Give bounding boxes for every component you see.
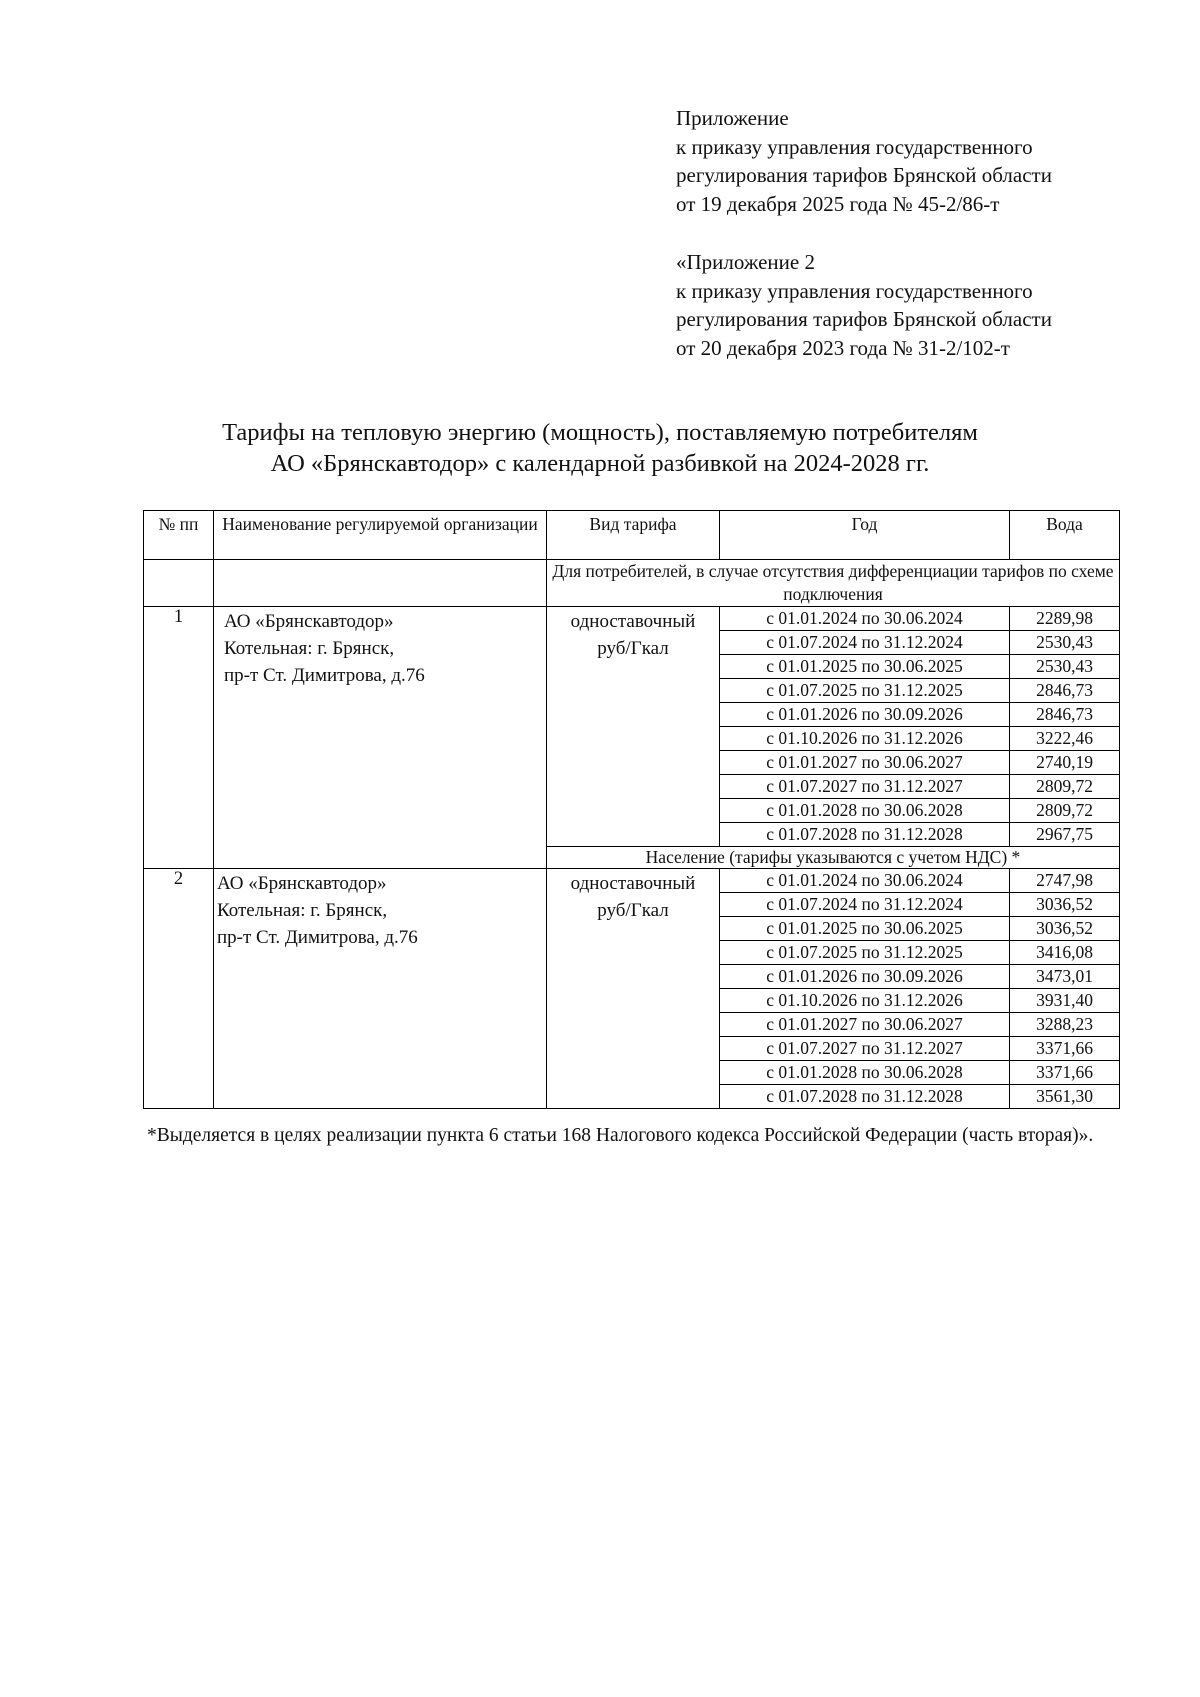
appendix-line: регулирования тарифов Брянской области [676, 163, 1052, 187]
org-line: АО «Брянскавтодор» [224, 611, 394, 632]
tariff-type-line: одноставочный [570, 611, 696, 632]
value-cell: 2846,73 [1010, 703, 1120, 727]
value-cell: 2967,75 [1010, 823, 1120, 847]
value-cell: 3036,52 [1010, 917, 1120, 941]
value-cell: 3931,40 [1010, 989, 1120, 1013]
period-cell: с 01.01.2028 по 30.06.2028 [720, 799, 1010, 823]
value-cell: 2747,98 [1010, 869, 1120, 893]
value-cell: 3371,66 [1010, 1061, 1120, 1085]
appendix-line: к приказу управления государственного [676, 134, 1033, 159]
value-cell: 3473,01 [1010, 965, 1120, 989]
org-line: Котельная: г. Брянск, [217, 900, 388, 921]
value-cell: 3222,46 [1010, 727, 1120, 751]
period-cell: с 01.01.2027 по 30.06.2027 [720, 751, 1010, 775]
table-row [144, 869, 1120, 893]
value-cell: 2289,98 [1010, 607, 1120, 631]
appendix-line: Приложение [676, 106, 789, 130]
footnote [147, 1122, 1115, 1149]
value-cell: 2846,73 [1010, 679, 1120, 703]
row-number: 2 [144, 869, 214, 1109]
note-population: Население (тарифы указываются с учетом НДС) * [547, 847, 1120, 869]
table-row [144, 607, 1120, 631]
title-line-2: АО «Брянскавтодор» с календарной разбивкой на 2024-2028 гг. [270, 450, 930, 477]
org-line: пр-т Ст. Димитрова, д.76 [217, 927, 418, 948]
period-cell: с 01.07.2025 по 31.12.2025 [720, 941, 1010, 965]
title-line-1: Тарифы на тепловую энергию (мощность), поставляемую потребителям [222, 419, 978, 446]
appendix-line: от 19 декабря 2025 года № 45-2/86-т [676, 191, 1000, 216]
value-cell: 3561,30 [1010, 1085, 1120, 1109]
period-cell: с 01.10.2026 по 31.12.2026 [720, 727, 1010, 751]
period-cell: с 01.07.2028 по 31.12.2028 [720, 1085, 1010, 1109]
tariffs-table [143, 510, 1120, 1109]
period-cell: с 01.10.2026 по 31.12.2026 [720, 989, 1010, 1013]
tariff-type [547, 607, 720, 847]
empty-cell [144, 560, 214, 607]
header-year: Год [720, 511, 1010, 560]
value-cell: 2740,19 [1010, 751, 1120, 775]
header-water: Вода [1010, 511, 1120, 560]
tariff-type [547, 869, 720, 1109]
value-cell: 2809,72 [1010, 799, 1120, 823]
org-name [214, 869, 547, 1109]
period-cell: с 01.07.2027 по 31.12.2027 [720, 775, 1010, 799]
appendix-prev-line: «Приложение 2 [676, 250, 815, 274]
period-cell: с 01.01.2025 по 30.06.2025 [720, 655, 1010, 679]
header-org: Наименование регулируемой организации [214, 511, 547, 560]
value-cell: 3371,66 [1010, 1037, 1120, 1061]
org-name [214, 607, 547, 869]
period-cell: с 01.07.2028 по 31.12.2028 [720, 823, 1010, 847]
value-cell: 2530,43 [1010, 655, 1120, 679]
value-cell: 2809,72 [1010, 775, 1120, 799]
org-line: АО «Брянскавтодор» [217, 873, 387, 894]
header-num: № пп [144, 511, 214, 560]
row-number: 1 [144, 607, 214, 869]
value-cell: 3036,52 [1010, 893, 1120, 917]
appendix-prev-block [676, 248, 1052, 362]
period-cell: с 01.01.2026 по 30.09.2026 [720, 703, 1010, 727]
appendix-block [676, 104, 1052, 218]
period-cell: с 01.07.2027 по 31.12.2027 [720, 1037, 1010, 1061]
appendix-prev-line: к приказу управления государственного [676, 278, 1033, 303]
period-cell: с 01.07.2024 по 31.12.2024 [720, 893, 1010, 917]
note-general: Для потребителей, в случае отсутствия дифференциации тарифов по схеме подключения [547, 560, 1120, 607]
period-cell: с 01.01.2025 по 30.06.2025 [720, 917, 1010, 941]
footnote-text: *Выделяется в целях реализации пункта 6 статьи 168 Налогового кодекса Российской Федерации (часть вторая)». [147, 1125, 1094, 1146]
appendix-prev-line: регулирования тарифов Брянской области [676, 307, 1052, 331]
period-cell: с 01.07.2025 по 31.12.2025 [720, 679, 1010, 703]
empty-cell [214, 560, 547, 607]
period-cell: с 01.01.2026 по 30.09.2026 [720, 965, 1010, 989]
value-cell: 3416,08 [1010, 941, 1120, 965]
value-cell: 2530,43 [1010, 631, 1120, 655]
period-cell: с 01.01.2027 по 30.06.2027 [720, 1013, 1010, 1037]
period-cell: с 01.07.2024 по 31.12.2024 [720, 631, 1010, 655]
tariff-unit: руб/Гкал [597, 638, 669, 659]
org-line: Котельная: г. Брянск, [224, 638, 395, 659]
tariff-unit: руб/Гкал [597, 900, 669, 921]
org-line: пр-т Ст. Димитрова, д.76 [224, 665, 425, 686]
period-cell: с 01.01.2024 по 30.06.2024 [720, 869, 1010, 893]
table-row [144, 560, 1120, 607]
document-title [0, 417, 1200, 479]
table-header-row [144, 511, 1120, 560]
period-cell: с 01.01.2024 по 30.06.2024 [720, 607, 1010, 631]
appendix-prev-line: от 20 декабря 2023 года № 31-2/102-т [676, 335, 1010, 360]
value-cell: 3288,23 [1010, 1013, 1120, 1037]
tariff-type-line: одноставочный [570, 873, 696, 894]
header-tariff-type: Вид тарифа [547, 511, 720, 560]
period-cell: с 01.01.2028 по 30.06.2028 [720, 1061, 1010, 1085]
